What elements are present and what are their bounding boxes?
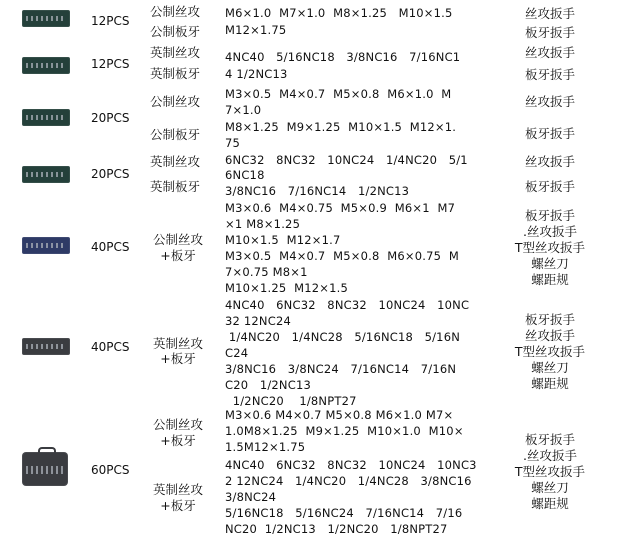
spec-line: 5/16NC18 5/16NC24 7/16NC14 7/16 [225, 506, 463, 520]
spec-line: 3/8NC16 7/16NC14 1/2NC13 [225, 184, 410, 198]
tool-label: 螺距规 [531, 376, 569, 391]
tool-label: 丝攻扳手 [524, 154, 575, 169]
type-label: +板牙 [160, 351, 196, 366]
tool-label: 螺丝刀 [531, 256, 569, 271]
tap-die-case-icon [22, 338, 70, 355]
spec-line: 3/8NC24 [225, 490, 277, 504]
spec-line: 75 [225, 136, 241, 150]
spec-line: M8×1.25 M9×1.25 M10×1.5 M12×1. [225, 120, 457, 134]
tool-label: .丝攻扳手 [523, 224, 577, 239]
tool-label: 板牙扳手 [524, 126, 575, 141]
tool-label: .丝攻扳手 [523, 448, 577, 463]
spec-line: 4NC40 6NC32 8NC32 10NC24 10NC3 [225, 458, 477, 472]
spec-line: M10×1.5 M12×1.7 [225, 233, 341, 247]
spec-line: M12×1.75 [225, 23, 287, 37]
tool-label: T型丝攻扳手 [514, 240, 586, 255]
spec-line: M10×1.25 M12×1.5 [225, 281, 348, 295]
spec-line: 3/8NC16 3/8NC24 7/16NC14 7/16N [225, 362, 457, 376]
type-label: 公制板牙 [150, 24, 201, 39]
quantity-label: 40PCS [91, 340, 130, 354]
type-label: 英制丝攻 [150, 154, 201, 169]
tool-label: 螺丝刀 [531, 480, 569, 495]
tap-die-case-icon [22, 166, 70, 183]
type-label: 公制丝攻 [152, 232, 203, 247]
spec-line: 1/4NC20 1/4NC28 5/16NC18 5/16N [225, 330, 461, 344]
spec-line: 4NC40 6NC32 8NC32 10NC24 10NC [225, 298, 470, 312]
spec-line: M3×0.5 M4×0.7 M5×0.8 M6×1.0 M [225, 87, 452, 101]
tool-label: 螺距规 [531, 496, 569, 511]
spec-line: 4NC40 5/16NC18 3/8NC16 7/16NC1 [225, 50, 461, 64]
type-label: +板牙 [160, 248, 196, 263]
tool-label: 丝攻扳手 [524, 328, 575, 343]
tool-label: 螺距规 [531, 272, 569, 287]
spec-line: C24 [225, 346, 249, 360]
spec-line: 7×1.0 [225, 103, 262, 117]
tool-label: 板牙扳手 [524, 179, 575, 194]
type-label: 英制丝攻 [150, 45, 201, 60]
type-label: 英制丝攻 [152, 482, 203, 497]
tool-label: 螺丝刀 [531, 360, 569, 375]
tool-label: 板牙扳手 [524, 432, 575, 447]
type-label: 英制板牙 [150, 179, 201, 194]
tool-label: 丝攻扳手 [524, 45, 575, 60]
tap-die-case-icon [22, 109, 70, 126]
quantity-label: 12PCS [91, 57, 130, 71]
spec-line: 6NC18 [225, 168, 265, 182]
spec-line: 1.0M8×1.25 M9×1.25 M10×1.0 M10× [225, 424, 464, 438]
type-label: 公制板牙 [150, 127, 201, 142]
tap-die-case-icon [22, 237, 70, 254]
spec-line: M6×1.0 M7×1.0 M8×1.25 M10×1.5 [225, 6, 453, 20]
quantity-label: 12PCS [91, 14, 130, 28]
tool-label: T型丝攻扳手 [514, 464, 586, 479]
spec-line: C20 1/2NC13 [225, 378, 312, 392]
tool-label: T型丝攻扳手 [514, 344, 586, 359]
spec-line: 32 12NC24 [225, 314, 291, 328]
type-label: 公制丝攻 [150, 94, 201, 109]
spec-line: 1/2NC20 1/8NPT27 [225, 394, 357, 408]
tool-label: 板牙扳手 [524, 67, 575, 82]
tool-label: 板牙扳手 [524, 208, 575, 223]
tap-die-carry-case-icon [22, 452, 68, 486]
tap-die-case-icon [22, 57, 70, 74]
type-label: +板牙 [160, 498, 196, 513]
spec-line: 4 1/2NC13 [225, 67, 288, 81]
tool-label: 丝攻扳手 [524, 6, 575, 21]
tool-label: 丝攻扳手 [524, 94, 575, 109]
spec-line: M3×0.6 M4×0.75 M5×0.9 M6×1 M7 [225, 201, 456, 215]
quantity-label: 20PCS [91, 111, 130, 125]
spec-line: 6NC32 8NC32 10NC24 1/4NC20 5/1 [225, 153, 468, 167]
type-label: 公制丝攻 [150, 4, 201, 19]
spec-line: ×1 M8×1.25 [225, 217, 301, 231]
spec-line: NC20 1/2NC13 1/2NC20 1/8NPT27 [225, 522, 448, 536]
quantity-label: 20PCS [91, 167, 130, 181]
quantity-label: 40PCS [91, 240, 130, 254]
spec-line: M3×0.6 M4×0.7 M5×0.8 M6×1.0 M7× [225, 408, 454, 422]
tool-label: 板牙扳手 [524, 312, 575, 327]
quantity-label: 60PCS [91, 463, 130, 477]
type-label: +板牙 [160, 433, 196, 448]
spec-line: 1.5M12×1.75 [225, 440, 306, 454]
type-label: 英制板牙 [150, 66, 201, 81]
tool-label: 板牙扳手 [524, 25, 575, 40]
tap-die-case-icon [22, 10, 70, 27]
spec-line: 2 12NC24 1/4NC20 1/4NC28 3/8NC16 [225, 474, 472, 488]
type-label: 公制丝攻 [152, 417, 203, 432]
spec-line: M3×0.5 M4×0.7 M5×0.8 M6×0.75 M [225, 249, 459, 263]
type-label: 英制丝攻 [152, 336, 203, 351]
spec-line: 7×0.75 M8×1 [225, 265, 308, 279]
